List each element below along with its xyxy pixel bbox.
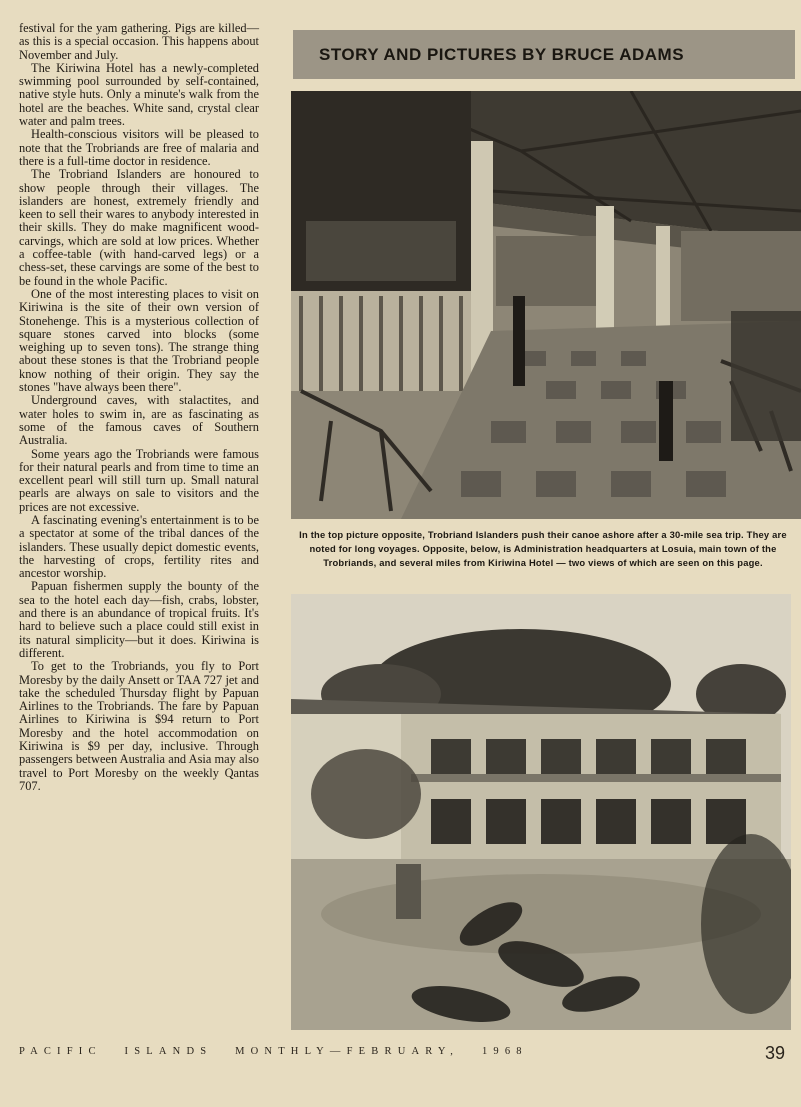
article-paragraph: One of the most interesting places to visit on Kiriwina is the site of their own version of Stonehenge. This is a mysterious collection of square stones carved into blocks (some weighing up to seven tons). The strange thing about these stones is that the Trobriand people know nothing of their origin. They say the stones "have always been there". bbox=[19, 286, 259, 395]
article-paragraph: festival for the yam gathering. Pigs are killed—as this is a special occasion. This happens about November and July. bbox=[19, 21, 259, 62]
article-paragraph: Some years ago the Trobriands were famous for their natural pearls and from time to time an excellent pearl will still turn up. Small natural pearls are always on sale to visitors and the prices are not excessive. bbox=[19, 446, 259, 514]
article-paragraph: Health-conscious visitors will be pleased to note that the Trobriands are free of malaria and there is a full-time doctor in residence. bbox=[19, 127, 259, 168]
article-paragraph: Underground caves, with stalactites, and water holes to swim in, are as fascinating as some of the famous caves of Southern Australia. bbox=[19, 393, 259, 448]
photo-caption: In the top picture opposite, Trobriand Islanders push their canoe ashore after a 30-mile sea trip. They are noted for long voyages. Opposite, below, is Administration headquarters at Losuia, main town of the Trobriands, and several miles from Kiriwina Hotel — two views of which are seen on this page. bbox=[299, 529, 787, 569]
article-paragraph: To get to the Trobriands, you fly to Port Moresby by the daily Ansett or TAA 727 jet and take the scheduled Thursday flight by Papuan Airlines to the Trobriands. The fare by Papuan Airlines to Kiriwina is $94 return to Port Moresby and the hotel accommodation on Kiriwina is $9 per day, inclusive. Through passengers between Australia and Asia may also travel to Port Moresby on the weekly Qantas 707. bbox=[19, 659, 259, 793]
article-paragraph: The Kiriwina Hotel has a newly-completed swimming pool surrounded by self-contained, native style huts. Only a minute's walk from the hotel are the beaches. White sand, crystal clear water and palm trees. bbox=[19, 60, 259, 129]
article-column bbox=[19, 22, 259, 793]
article-paragraph: The Trobriand Islanders are honoured to show people through their villages. The islanders are honest, extremely friendly and keen to sell their wares to anybody interested in their skills. They do make magnificent wood-carvings, which are sold at low prices. Whether a coffee-table (with hand-carved legs) or a chess-set, these carvings are some of the best to be found in the whole Pacific. bbox=[19, 167, 259, 288]
byline-text: STORY AND PICTURES BY BRUCE ADAMS bbox=[319, 44, 685, 64]
hotel-exterior-photo bbox=[291, 594, 791, 1030]
byline-banner bbox=[293, 30, 795, 79]
page-number: 39 bbox=[765, 1043, 786, 1063]
article-paragraph: Papuan fishermen supply the bounty of the sea to the hotel each day—fish, crabs, lobster, and there is an abundance of tropical fruits. It's hard to believe such a place could still exist in its natural simplicity—but it does. Kiriwina is different. bbox=[19, 579, 259, 660]
hotel-interior-photo bbox=[291, 91, 801, 519]
article-paragraph: A fascinating evening's entertainment is to be a spectator at some of the tribal dances of the islanders. These usually depict domestic events, the harvesting of crops, fertility rites and ancestor worship. bbox=[19, 512, 259, 581]
publication-footer: PACIFIC ISLANDS MONTHLY—FEBRUARY, 1968 bbox=[19, 1046, 528, 1057]
